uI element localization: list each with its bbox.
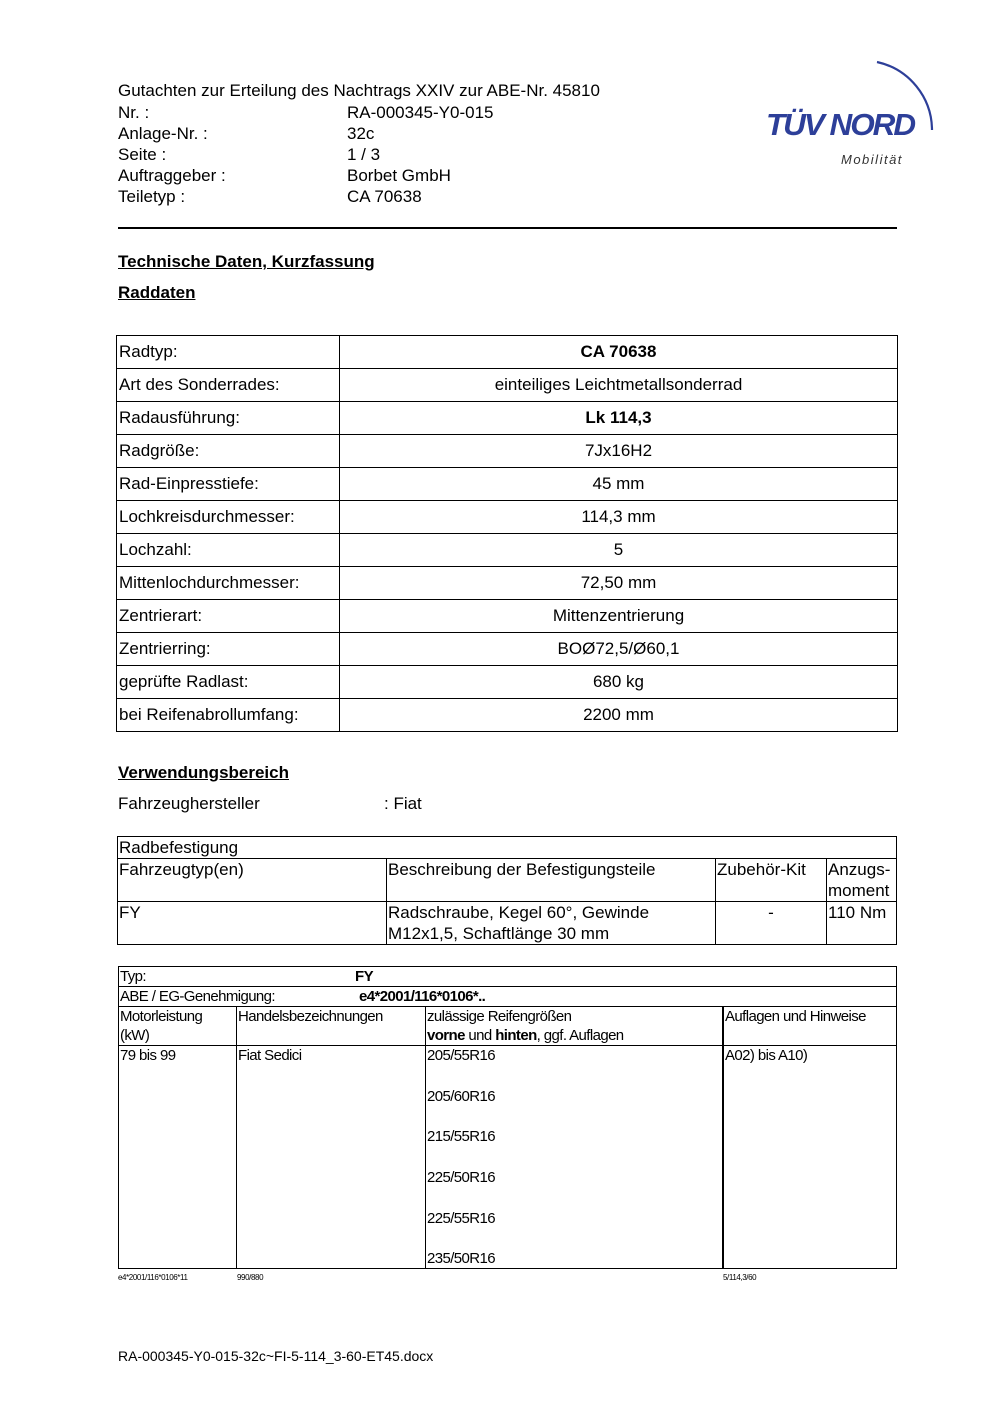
hersteller-value: : Fiat [384, 794, 422, 813]
fahrzeughersteller-line [118, 794, 422, 814]
header-line [427, 1026, 721, 1045]
row-label: Mittenlochdurchmesser: [117, 567, 340, 600]
row-value: einteiliges Leichtmetallsonderrad [340, 369, 898, 402]
table-row [117, 501, 898, 534]
cell-zubehoer: - [716, 902, 827, 945]
cell-motorleistung: 79 bis 99 [119, 1046, 237, 1269]
vorne-text: vorne [427, 1027, 465, 1044]
row-value: Mittenzentrierung [340, 600, 898, 633]
table-row [117, 633, 898, 666]
tyre-size: 205/60R16 [427, 1087, 495, 1105]
typ-label: Typ: [120, 968, 146, 985]
row-label: Art des Sonderrades: [117, 369, 340, 402]
cell-beschreibung [387, 902, 716, 945]
tyre-size: 205/55R16 [427, 1047, 495, 1064]
row-value: 45 mm [340, 468, 898, 501]
col-header-reifengroessen [426, 1007, 724, 1046]
col-header-auflagen: Auflagen und Hinweise [723, 1007, 897, 1046]
cell-handelsbezeichnung: Fiat Sedici [237, 1046, 426, 1269]
logo-brand-text: TÜV NORD [766, 107, 916, 142]
table-row [117, 699, 898, 732]
table-row [117, 600, 898, 633]
table-row [117, 435, 898, 468]
col-header-anzugsmoment [827, 859, 897, 902]
row-value: CA 70638 [340, 336, 898, 369]
header-row-nr [118, 102, 493, 123]
row-label: Radgröße: [117, 435, 340, 468]
col-header-fahrzeugtyp: Fahrzeugtyp(en) [118, 859, 387, 902]
header-divider [118, 227, 897, 229]
tyre-size: 225/55R16 [427, 1209, 495, 1227]
header-value: Borbet GmbH [347, 166, 451, 185]
header-line: moment [828, 881, 890, 900]
row-value: 72,50 mm [340, 567, 898, 600]
cell-line: Radschraube, Kegel 60°, Gewinde [388, 903, 650, 922]
cell-fahrzeugtyp: FY [118, 902, 387, 945]
header-label: Auftraggeber : [118, 166, 226, 185]
header-label: Anlage-Nr. : [118, 124, 208, 143]
row-value: Lk 114,3 [340, 402, 898, 435]
row-label: Rad-Einpresstiefe: [117, 468, 340, 501]
hinten-text: hinten [495, 1027, 537, 1044]
note-masse: 990/880 [237, 1273, 264, 1282]
tuv-nord-logo [764, 58, 944, 173]
row-label: Lochkreisdurchmesser: [117, 501, 340, 534]
table-row [117, 369, 898, 402]
header-row-teiletyp [118, 186, 422, 207]
col-header-handelsbezeichnungen: Handelsbezeichnungen [237, 1007, 426, 1046]
footer-filename: RA-000345-Y0-015-32c~FI-5-114_3-60-ET45.docx [118, 1348, 434, 1364]
col-header-zubehoer: Zubehör-Kit [716, 859, 827, 902]
row-value: BOØ72,5/Ø60,1 [340, 633, 898, 666]
table-row [118, 902, 897, 945]
logo-sub-text: Mobilität [841, 152, 903, 167]
tyre-size: 215/55R16 [427, 1128, 495, 1146]
header-label: Teiletyp : [118, 187, 186, 206]
cell-line: M12x1,5, Schaftlänge 30 mm [388, 924, 610, 943]
radbefestigung-table [117, 836, 897, 945]
table-row [117, 567, 898, 600]
cell-auflagen: A02) bis A10) [723, 1046, 897, 1269]
document-title: Gutachten zur Erteilung des Nachtrags XXIV zur ABE-Nr. 45810 [118, 81, 600, 100]
table-row [119, 1046, 897, 1269]
header-line: Motorleistung [120, 1008, 203, 1025]
row-label: Radtyp: [117, 336, 340, 369]
row-value: 2200 mm [340, 699, 898, 732]
row-label: Zentrierart: [117, 600, 340, 633]
cell-anzugsmoment: 110 Nm [827, 902, 897, 945]
table-row [117, 666, 898, 699]
note-lochkreis: 5/114,3/60 [723, 1273, 757, 1282]
section-heading-raddaten: Raddaten [118, 283, 196, 302]
typ-table [118, 966, 897, 1269]
header-value: 32c [347, 124, 375, 143]
table-header-row [118, 859, 897, 902]
row-label: Radausführung: [117, 402, 340, 435]
row-value: 114,3 mm [340, 501, 898, 534]
header-value: RA-000345-Y0-015 [347, 103, 494, 122]
header-line: Anzugs- [828, 860, 891, 879]
note-genehmigung: e4*2001/116*0106*11 [118, 1273, 188, 1282]
table-header-row [119, 1007, 897, 1046]
header-line: (kW) [120, 1027, 150, 1044]
col-header-motorleistung [119, 1007, 237, 1046]
row-value: 680 kg [340, 666, 898, 699]
row-label: Zentrierring: [117, 633, 340, 666]
abe-value: e4*2001/116*0106*.. [359, 988, 486, 1005]
tyre-size: 235/50R16 [427, 1250, 495, 1268]
hersteller-label: Fahrzeughersteller [118, 794, 260, 813]
und-text: und [464, 1027, 496, 1044]
tyre-size: 225/50R16 [427, 1169, 495, 1187]
table-row [117, 336, 898, 369]
table-row [117, 534, 898, 567]
header-label: Nr. : [118, 103, 150, 122]
row-value: 7Jx16H2 [340, 435, 898, 468]
table-title: Radbefestigung [118, 837, 897, 859]
header-row-auftraggeber [118, 165, 451, 186]
row-label: geprüfte Radlast: [117, 666, 340, 699]
row-value: 5 [340, 534, 898, 567]
section-heading-verwendungsbereich: Verwendungsbereich [118, 763, 289, 782]
header-row-seite [118, 144, 380, 165]
typ-row [119, 967, 897, 987]
row-label: bei Reifenabrollumfang: [117, 699, 340, 732]
header-value: 1 / 3 [347, 145, 381, 164]
header-line: zulässige Reifengrößen [427, 1008, 572, 1025]
header-label: Seite : [118, 145, 167, 164]
abe-label: ABE / EG-Genehmigung: [120, 988, 275, 1005]
typ-value: FY [355, 968, 373, 985]
header-value: CA 70638 [347, 187, 422, 206]
header-row-anlage [118, 123, 374, 144]
abe-row [119, 987, 897, 1007]
section-heading-technische-daten: Technische Daten, Kurzfassung [118, 252, 375, 271]
raddaten-table [116, 335, 898, 732]
table-title-row [118, 837, 897, 859]
cell-reifengroessen [426, 1046, 724, 1269]
col-header-beschreibung: Beschreibung der Befestigungsteile [387, 859, 716, 902]
typ-cell [119, 967, 897, 987]
abe-cell [119, 987, 897, 1007]
table-row [117, 402, 898, 435]
auflagen-text: , ggf. Auflagen [536, 1027, 624, 1044]
row-label: Lochzahl: [117, 534, 340, 567]
table-row [117, 468, 898, 501]
